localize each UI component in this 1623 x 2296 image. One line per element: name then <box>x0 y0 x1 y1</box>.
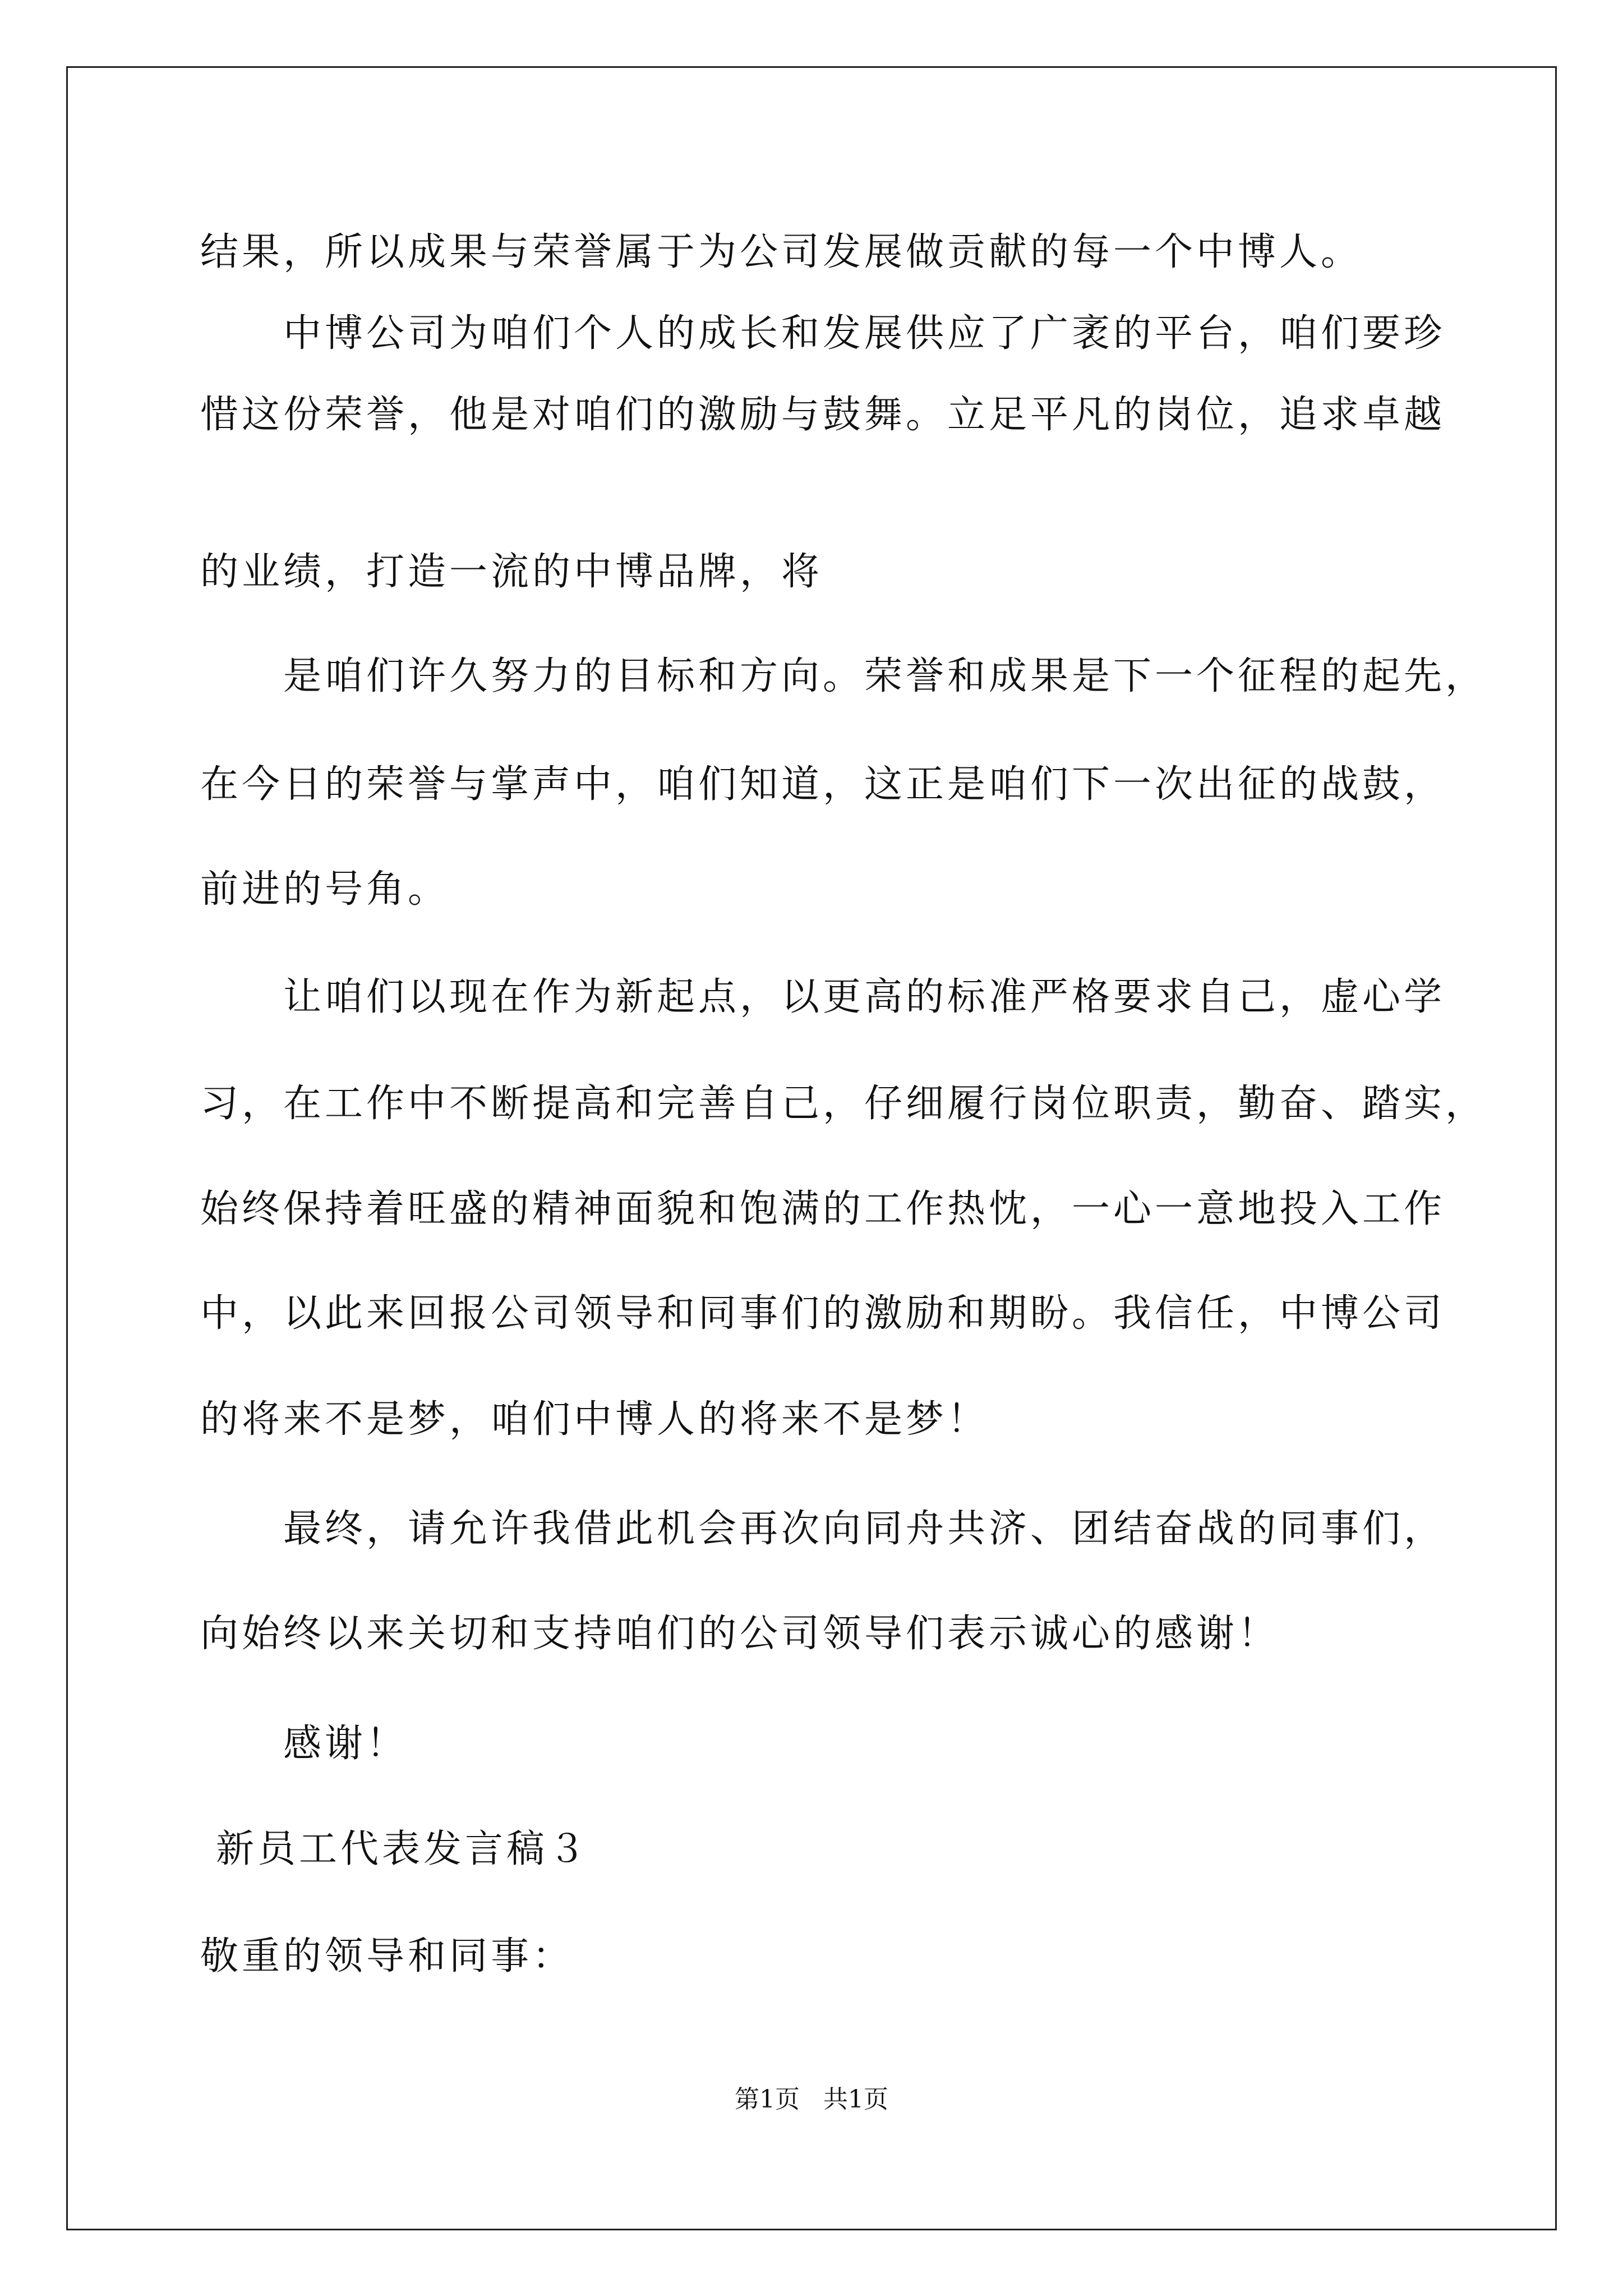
text-line-1: 结果，所以成果与荣誉属于为公司发展做贡献的每一个中博人。 <box>200 230 1363 274</box>
text-line-7: 前进的号角。 <box>200 867 450 912</box>
text-line-5: 是咱们许久努力的目标和方向。荣誉和成果是下一个征程的起先， <box>283 654 1487 698</box>
text-line-3: 惜这份荣誉，他是对咱们的激励与鼓舞。立足平凡的岗位，追求卓越 <box>200 393 1446 437</box>
text-line-2: 中博公司为咱们个人的成长和发展供应了广袤的平台，咱们要珍 <box>283 311 1446 356</box>
text-line-8: 让咱们以现在作为新起点，以更高的标准严格要求自己，虚心学 <box>283 975 1446 1019</box>
text-line-11: 中，以此来回报公司领导和同事们的激励和期盼。我信任，中博公司 <box>200 1291 1446 1336</box>
salutation-line: 敬重的领导和同事： <box>200 1934 574 1978</box>
text-line-12: 的将来不是梦，咱们中博人的将来不是梦！ <box>200 1397 989 1442</box>
text-line-4: 的业绩，打造一流的中博品牌，将 <box>200 550 823 594</box>
text-line-15: 感谢！ <box>283 1722 408 1766</box>
text-line-9: 习，在工作中不断提高和完善自己，仔细履行岗位职责，勤奋、踏实， <box>200 1082 1487 1126</box>
text-line-10: 始终保持着旺盛的精神面貌和饱满的工作热忱，一心一意地投入工作 <box>200 1187 1446 1231</box>
text-line-6: 在今日的荣誉与掌声中，咱们知道，这正是咱们下一次出征的战鼓， <box>200 762 1446 807</box>
page-border <box>66 66 1557 2230</box>
page-number-footer: 第1页 共1页 <box>735 2085 888 2114</box>
text-line-14: 向始终以来关切和支持咱们的公司领导们表示诚心的感谢！ <box>200 1612 1280 1656</box>
section-heading: 新员工代表发言稿３ <box>216 1827 590 1871</box>
text-line-13: 最终，请允许我借此机会再次向同舟共济、团结奋战的同事们， <box>283 1507 1446 1551</box>
